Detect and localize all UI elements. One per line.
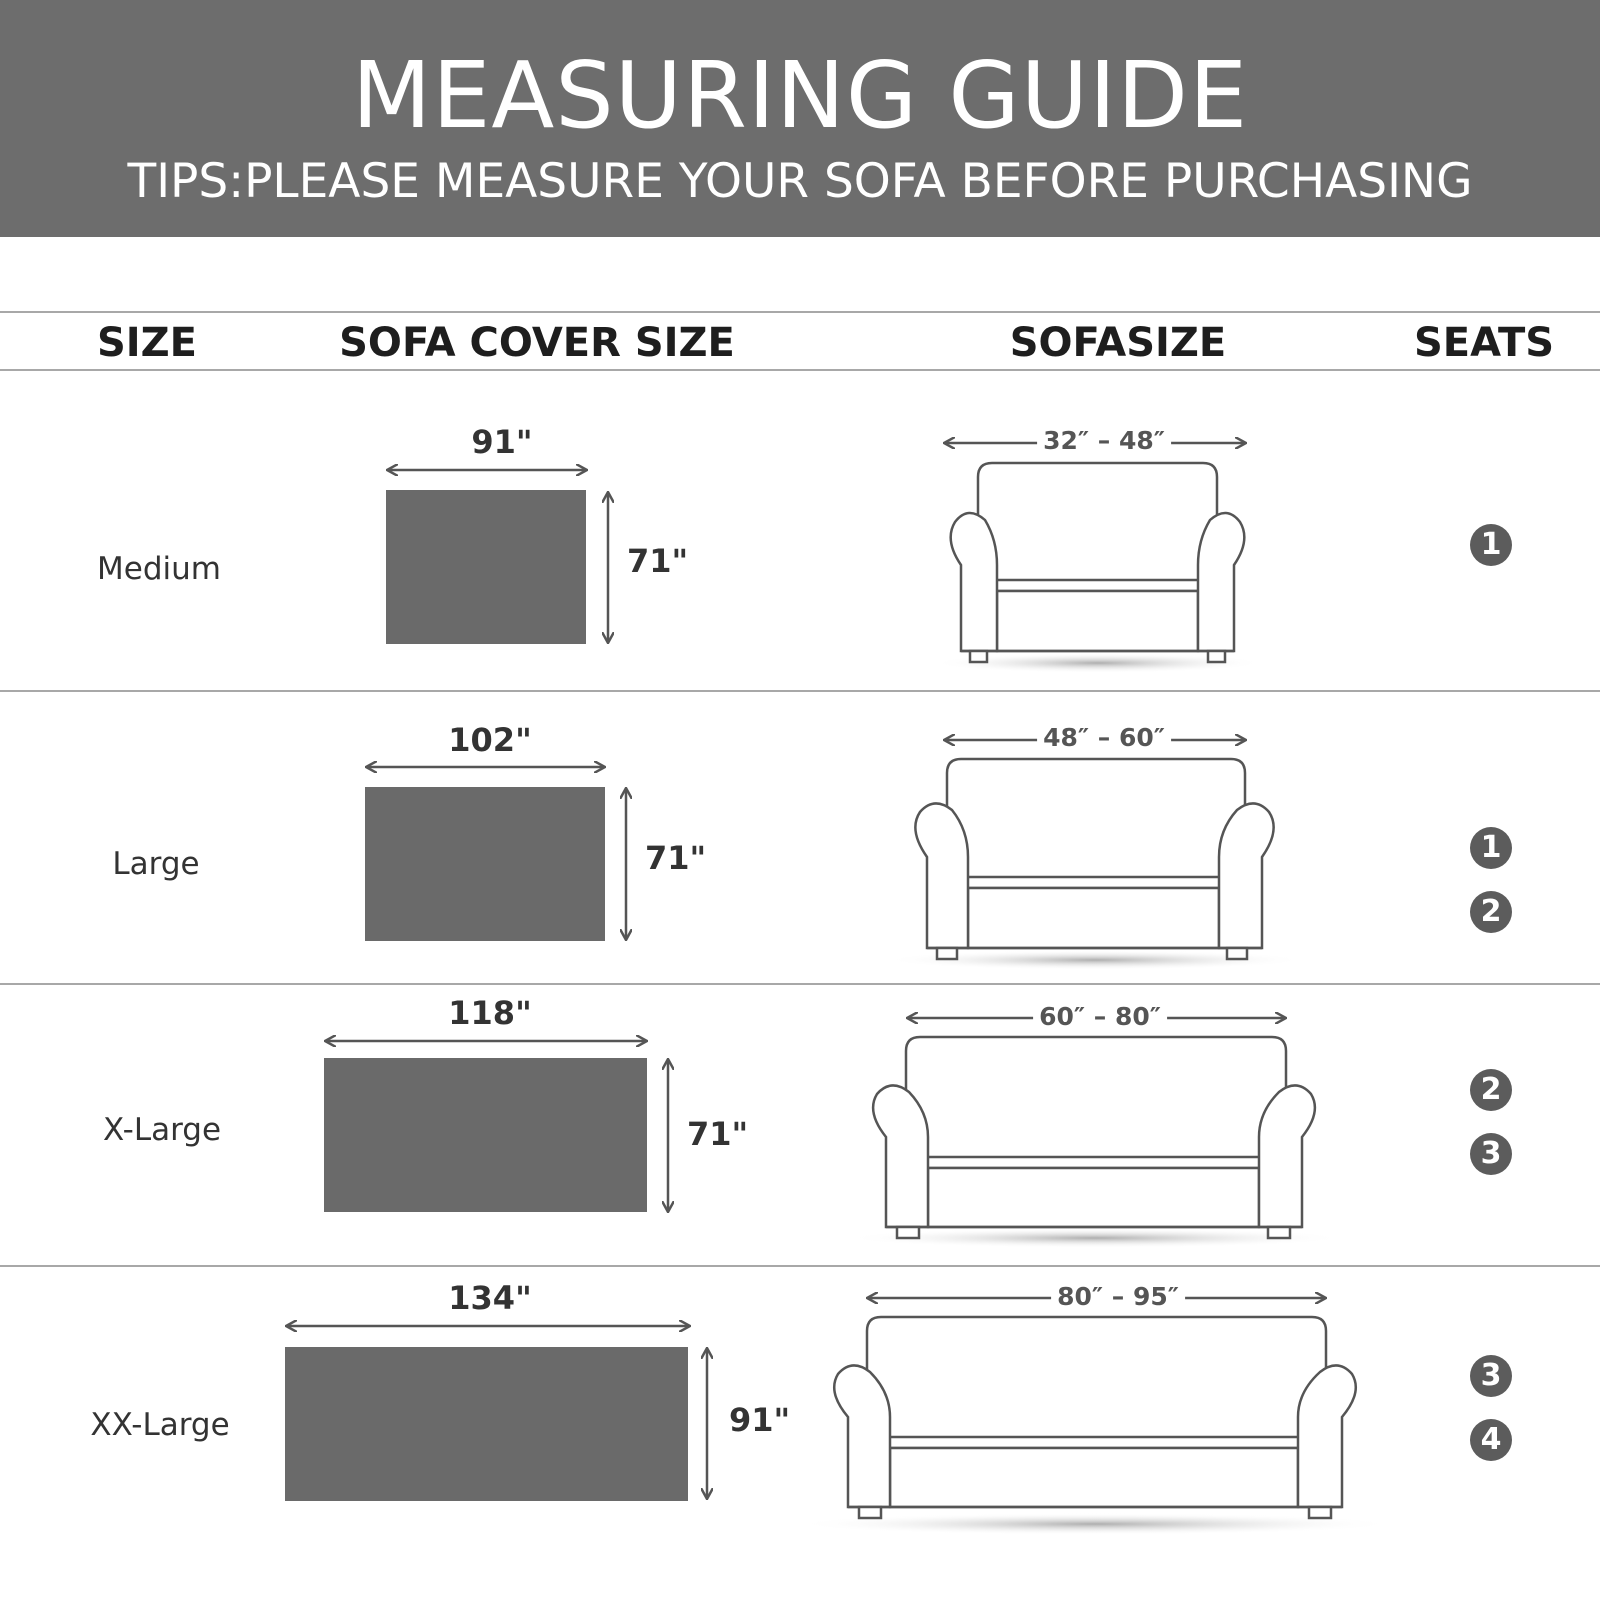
sofa-illustration-xx-large: [795, 1317, 1395, 1535]
size-label-medium: Medium: [97, 551, 221, 587]
sofa-illustration-x-large: [845, 1037, 1345, 1248]
column-header-size: SIZE: [96, 320, 198, 366]
cover-height-label: 71": [687, 1115, 749, 1153]
cover-width-label: 91": [471, 423, 533, 461]
cover-dimension-rect: [386, 490, 586, 644]
cover-width-label: 134": [448, 1279, 532, 1317]
cover-height-label: 91": [729, 1401, 791, 1439]
column-header-sofa-size: SOFASIZE: [1009, 320, 1227, 366]
column-header-cover-size: SOFA COVER SIZE: [339, 320, 735, 366]
sofa-size-range: 60″ – 80″: [1033, 1002, 1167, 1032]
size-label-x-large: X-Large: [102, 1112, 222, 1148]
seat-count-badge: 2: [1470, 891, 1512, 933]
sofa-size-range: 48″ – 60″: [1037, 723, 1171, 753]
page-title: MEASURING GUIDE: [351, 42, 1249, 149]
tips-text: TIPS:PLEASE MEASURE YOUR SOFA BEFORE PURCHASING: [127, 154, 1473, 209]
seat-count-badge: 2: [1470, 1069, 1512, 1111]
size-label-large: Large: [112, 846, 200, 882]
seat-count-badge: 3: [1470, 1133, 1512, 1175]
seat-count-badge: 1: [1470, 827, 1512, 869]
cover-height-label: 71": [627, 542, 689, 580]
size-label-xx-large: XX-Large: [90, 1407, 230, 1443]
seat-count-badge: 4: [1470, 1419, 1512, 1461]
sofa-size-range: 80″ – 95″: [1051, 1282, 1185, 1312]
sofa-illustration-large: [885, 759, 1305, 970]
column-header-seats: SEATS: [1413, 320, 1555, 366]
sofa-illustration-medium: [933, 463, 1263, 673]
cover-dimension-rect: [285, 1347, 688, 1501]
seat-count-badge: 1: [1470, 524, 1512, 566]
cover-width-label: 118": [448, 994, 532, 1032]
cover-height-label: 71": [645, 839, 707, 877]
seat-count-badge: 3: [1470, 1355, 1512, 1397]
cover-dimension-rect: [365, 787, 605, 941]
cover-dimension-rect: [324, 1058, 647, 1212]
sofa-size-range: 32″ – 48″: [1037, 426, 1171, 456]
cover-width-label: 102": [448, 721, 532, 759]
